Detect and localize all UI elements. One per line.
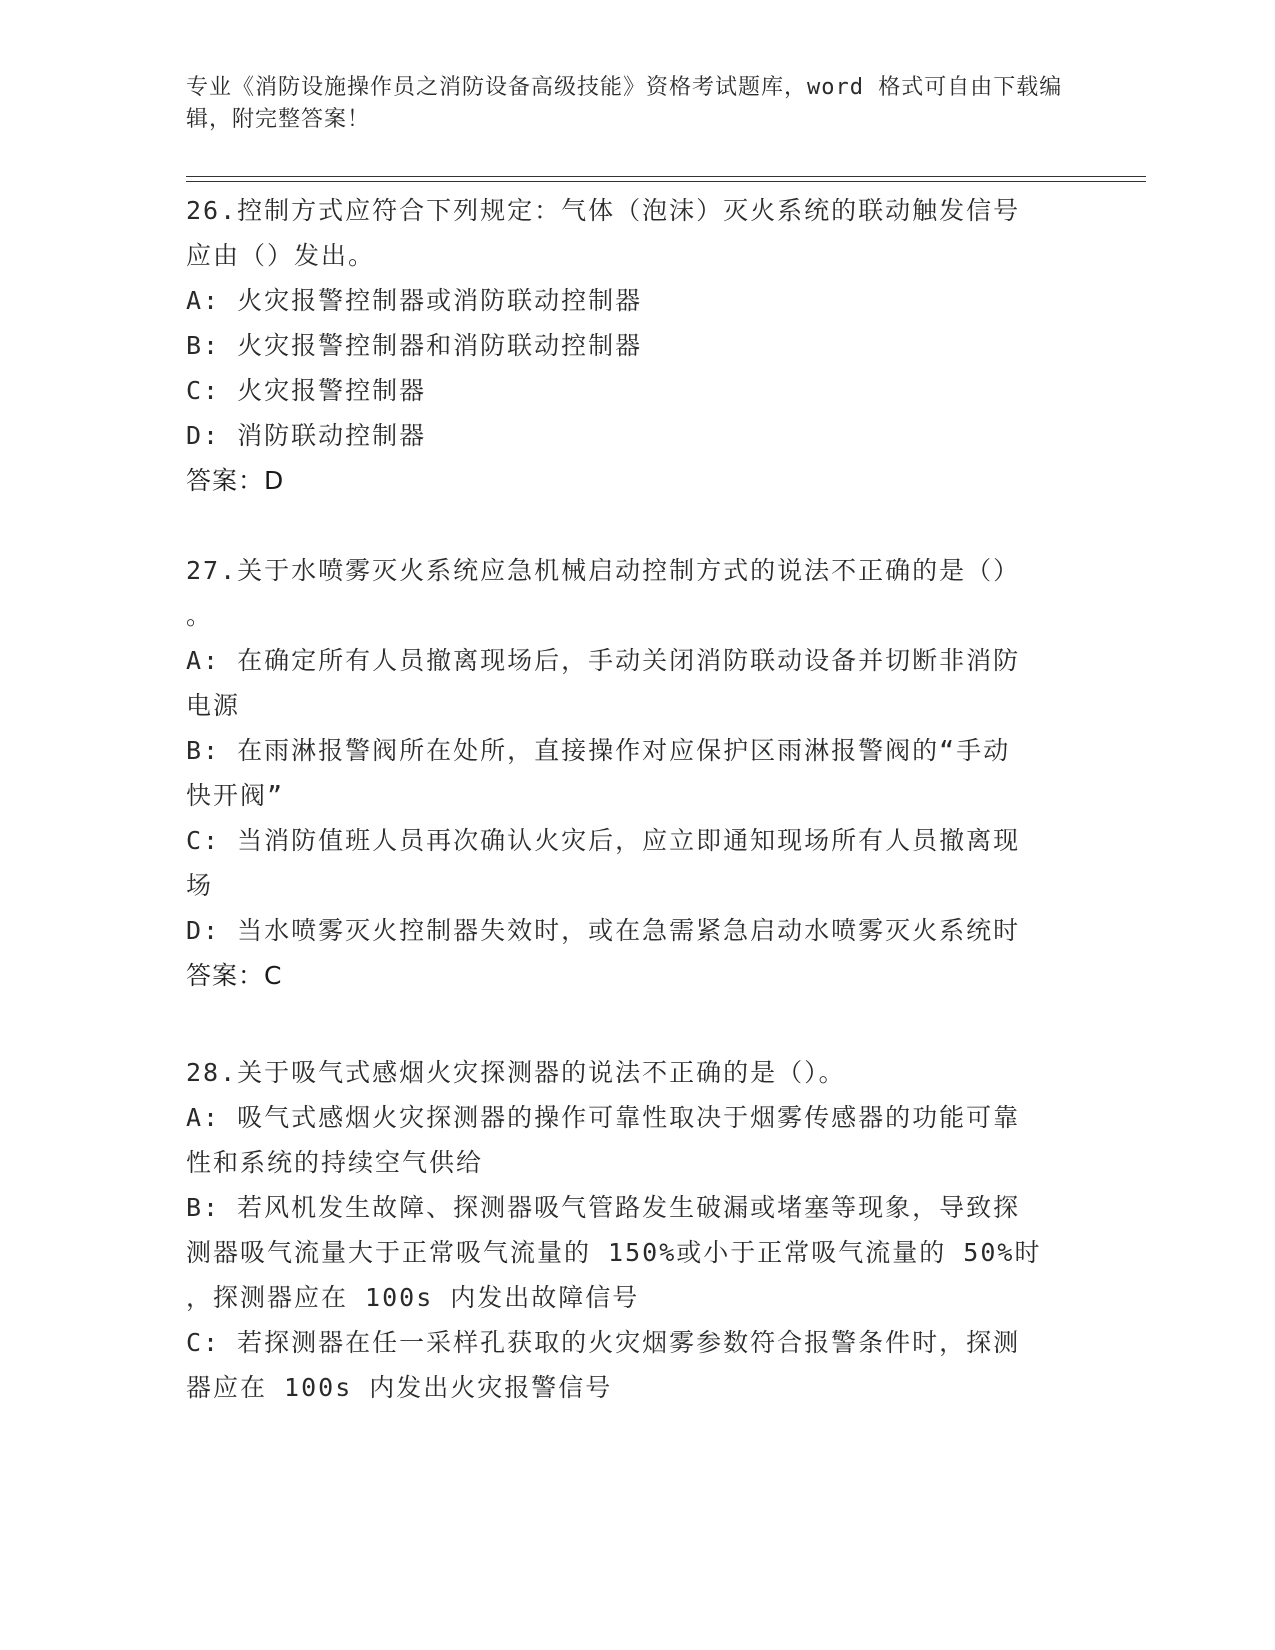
option-b-continued: ，探测器应在 100s 内发出故障信号 xyxy=(186,1283,640,1312)
option-d: D: 当水喷雾灭火控制器失效时，或在急需紧急启动水喷雾灭火系统时 xyxy=(186,916,1021,945)
option-a-continued: 性和系统的持续空气供给 xyxy=(186,1148,484,1177)
header-divider-bottom xyxy=(186,181,1146,182)
option-a: A: 火灾报警控制器或消防联动控制器 xyxy=(186,286,643,315)
option-a: A: 吸气式感烟火灾探测器的操作可靠性取决于烟雾传感器的功能可靠 xyxy=(186,1103,1021,1132)
question-stem-line: 27.关于水喷雾灭火系统应急机械启动控制方式的说法不正确的是（） xyxy=(186,556,1021,585)
option-b-continued: 测器吸气流量大于正常吸气流量的 150%或小于正常吸气流量的 50%时 xyxy=(186,1238,1042,1267)
option-a-continued: 电源 xyxy=(186,691,241,720)
question-stem-line: 。 xyxy=(186,601,214,630)
question-26 xyxy=(186,188,1066,503)
document-intro: 专业《消防设施操作员之消防设备高级技能》资格考试题库，word 格式可自由下载编辑，附完整答案！ xyxy=(186,75,1063,132)
option-c: C: 当消防值班人员再次确认火灾后，应立即通知现场所有人员撤离现 xyxy=(186,826,1021,855)
option-b-continued: 快开阀” xyxy=(186,781,285,810)
question-stem-line: 应由（）发出。 xyxy=(186,241,376,270)
option-b: B: 火灾报警控制器和消防联动控制器 xyxy=(186,331,643,360)
option-c: C: 若探测器在任一采样孔获取的火灾烟雾参数符合报警条件时，探测 xyxy=(186,1328,1021,1357)
option-b: B: 若风机发生故障、探测器吸气管路发生破漏或堵塞等现象，导致探 xyxy=(186,1193,1021,1222)
question-stem-line: 26.控制方式应符合下列规定：气体（泡沫）灭火系统的联动触发信号 xyxy=(186,196,1021,225)
option-c: C: 火灾报警控制器 xyxy=(186,376,427,405)
option-a: A: 在确定所有人员撤离现场后，手动关闭消防联动设备并切断非消防 xyxy=(186,646,1021,675)
question-27 xyxy=(186,548,1066,998)
option-b: B: 在雨淋报警阀所在处所，直接操作对应保护区雨淋报警阀的“手动 xyxy=(186,736,1011,765)
question-stem-line: 28.关于吸气式感烟火灾探测器的说法不正确的是（）。 xyxy=(186,1058,846,1087)
answer-line: 答案：D xyxy=(186,466,285,495)
question-28 xyxy=(186,1050,1066,1410)
header-divider-top xyxy=(186,176,1146,177)
option-c-continued: 场 xyxy=(186,871,214,900)
option-c-continued: 器应在 100s 内发出火灾报警信号 xyxy=(186,1373,613,1402)
answer-line: 答案：C xyxy=(186,961,283,990)
option-d: D: 消防联动控制器 xyxy=(186,421,427,450)
